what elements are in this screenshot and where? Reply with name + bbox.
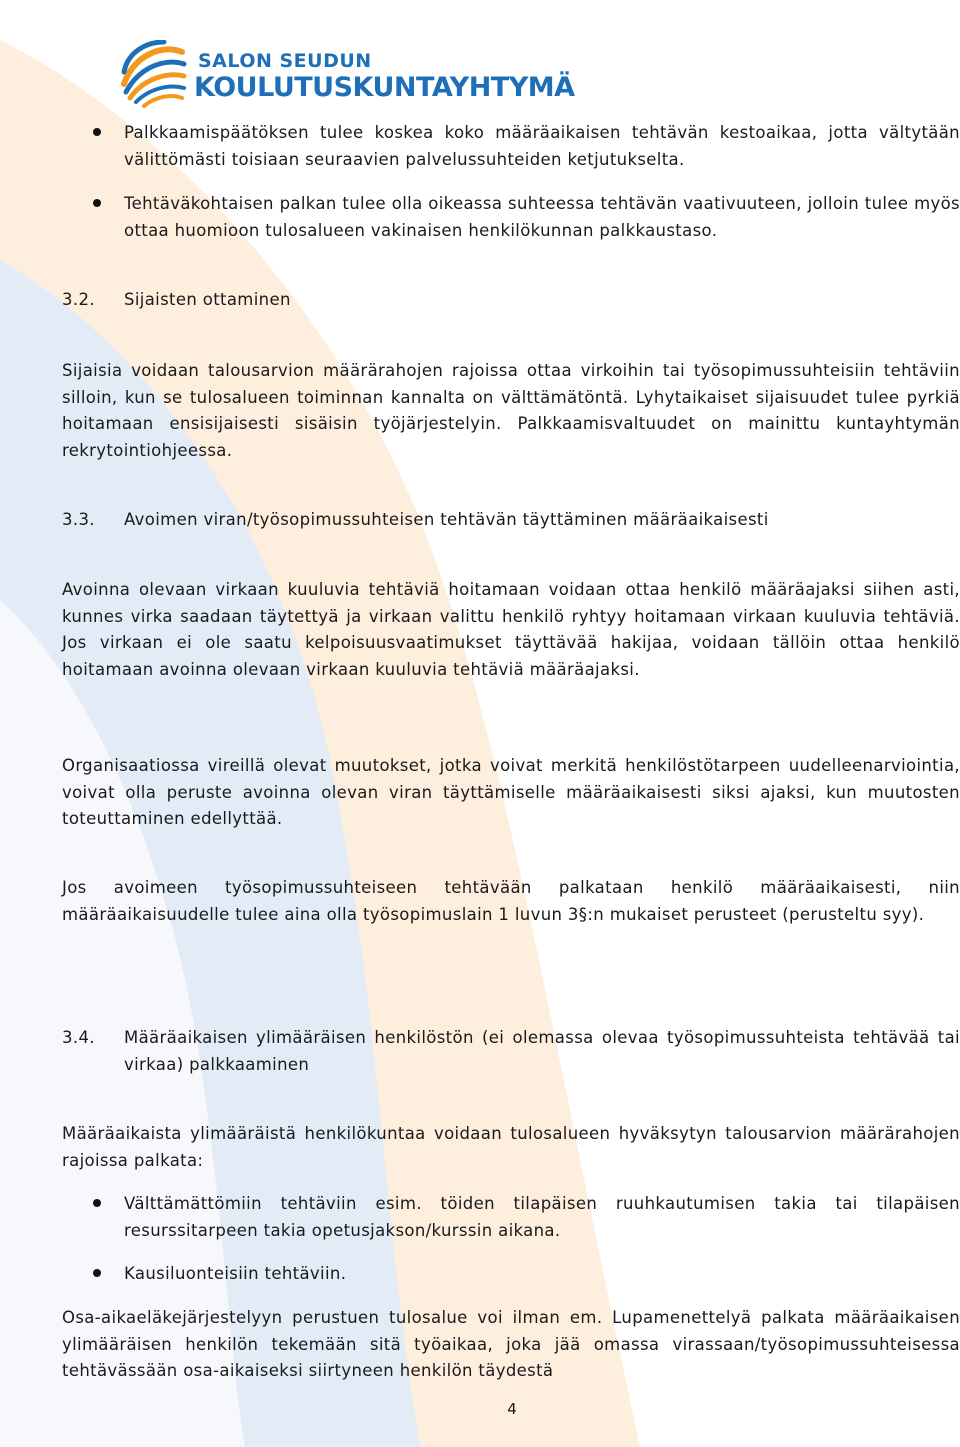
section-number: 3.4. [62,1028,95,1047]
section-title: Määräaikaisen ylimääräisen henkilöstön (ei olemassa olevaa työsopimussuhteista tehtävää tai virkaa) palkkaaminen [124,1028,960,1074]
bullet-icon [93,199,101,207]
page-number: 4 [507,1400,517,1418]
bullet-icon [93,1269,101,1277]
bullet-item: Välttämättömiin tehtäviin esim. töiden tilapäisen ruuhkautumisen takia tai tilapäisen resurssitarpeen takia opetusjakson/kurssin aikana. [124,1194,960,1240]
paragraph: Osa-aikaeläkejärjestelyyn perustuen tulosalue voi ilman em. Lupamenettelyä palkata määräaikaisen ylimääräisen henkilön tekemään sitä työaikaa, joka jää omassa virassaan/työsopimussuhteisessa tehtävässään osa-aikaiseksi siirtyneen henkilön täydestä [62,1308,960,1380]
paragraph: Avoinna olevaan virkaan kuuluvia tehtäviä hoitamaan voidaan ottaa henkilö määräajaksi siihen asti, kunnes virka saadaan täytettyä ja virkaan valittu henkilö ryhtyy hoitamaan virkaan kuuluvia tehtäviä. Jos virkaan ei ole saatu kelpoisuusvaatimukset täyttävää hakijaa, voidaan tällöin ottaa henkilö hoitamaan avoinna olevaan virkaan kuuluvia tehtäviä määräajaksi. [62,580,960,679]
paragraph: Sijaisia voidaan talousarvion määrärahojen rajoissa ottaa virkoihin tai työsopimussuhteisiin tehtäviin silloin, kun se tulosalueen toiminnan kannalta on välttämätöntä. Lyhytaikaiset sijaisuudet tulee pyrkiä hoitamaan ensisijaisesti sisäisin työjärjestelyin. Palkkaamisvaltuudet on mainittu kuntayhtymän rekrytointiohjeessa. [62,361,960,460]
section-title: Avoimen viran/työsopimussuhteisen tehtävän täyttäminen määräaikaisesti [124,510,769,529]
section-number: 3.2. [62,290,95,309]
bullet-icon [93,128,101,136]
logo-text-line1: SALON SEUDUN [198,50,372,72]
logo-text-line2: KOULUTUSKUNTAYHTYMÄ [194,72,575,103]
bullet-icon [93,1199,101,1207]
section-number: 3.3. [62,510,95,529]
bullet-item: Palkkaamispäätöksen tulee koskea koko määräaikaisen tehtävän kestoaikaa, jotta vältytään välittömästi toisiaan seuraavien palvelussuhteiden ketjutukselta. [124,123,960,169]
section-title: Sijaisten ottaminen [124,290,291,309]
bullet-item: Kausiluonteisiin tehtäviin. [124,1264,347,1283]
bullet-item: Tehtäväkohtaisen palkan tulee olla oikeassa suhteessa tehtävän vaativuuteen, jolloin tulee myös ottaa huomioon tulosalueen vakinaisen henkilökunnan palkkaustaso. [124,194,960,240]
paragraph: Organisaatiossa vireillä olevat muutokset, jotka voivat merkitä henkilöstötarpeen uudelleenarviointia, voivat olla peruste avoinna olevan viran täyttämiselle määräaikaisesti siksi ajaksi, kun muutosten toteuttaminen edellyttää. [62,756,960,828]
paragraph: Jos avoimeen työsopimussuhteiseen tehtävään palkataan henkilö määräaikaisesti, niin määräaikaisuudelle tulee aina olla työsopimuslain 1 luvun 3§:n mukaiset perusteet (perusteltu syy). [62,878,960,924]
paragraph: Määräaikaista ylimääräistä henkilökuntaa voidaan tulosalueen hyväksytyn talousarvion määrärahojen rajoissa palkata: [62,1124,960,1170]
